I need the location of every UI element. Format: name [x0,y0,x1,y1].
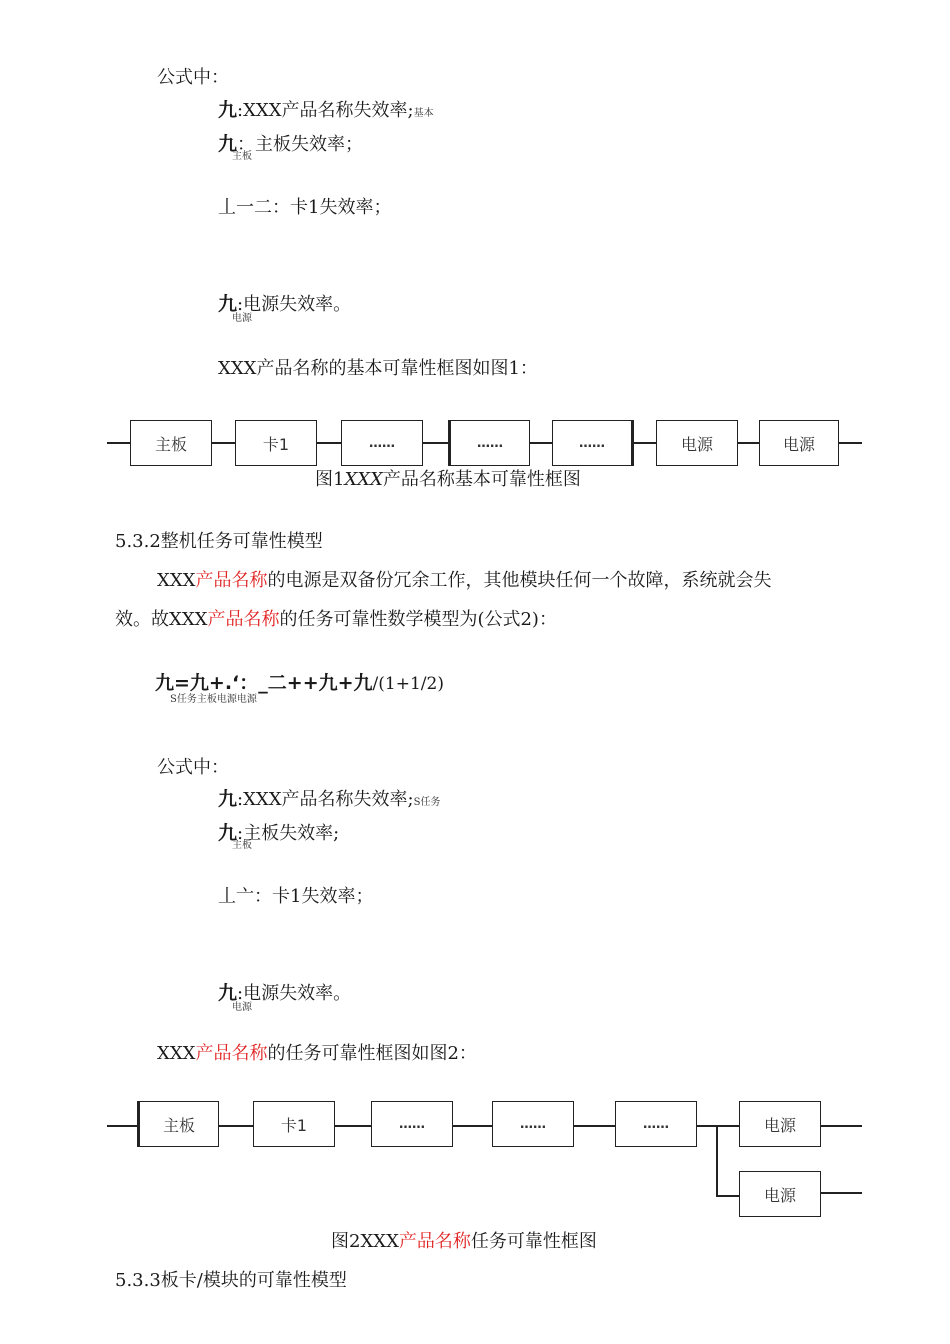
caption-text: 任务可靠性框图 [470,1231,597,1252]
subscript: 电源 [232,313,252,324]
formula-main: 九=九+.‘：_二++九+九 [155,672,373,694]
definition-text: ：卡1失效率； [254,886,374,907]
formula-subscripts: S任务主板电源电源 [170,694,257,705]
section-heading: 5.3.2整机任务可靠性模型 [115,531,323,552]
text-run: XXX [157,570,196,591]
branch-horizontal-line [716,1195,740,1197]
lambda-symbol: 丄亠 [218,886,254,907]
formula-intro: 公式中： [157,67,229,88]
lambda-symbol: 九 [218,788,238,810]
definition-row [218,197,391,219]
definition-text: ：卡1失效率； [272,197,392,218]
block-ellipsis: …… [552,420,634,466]
definition-text: :电源失效率。 [237,983,352,1004]
block-mainboard: 主板 [137,1101,219,1147]
definition-text: ：主板失效率； [237,134,364,155]
definition-row [218,289,351,316]
figure-reference [157,1043,477,1065]
product-name-highlight: 产品名称 [398,1231,471,1252]
block-card1: 卡1 [253,1101,335,1147]
figure-caption [315,469,581,491]
lambda-symbol: 九 [218,982,238,1004]
lambda-symbol: 九 [218,133,238,155]
subscript: S任务 [413,797,441,808]
definition-row [218,784,440,811]
lambda-symbol: 九 [218,822,238,844]
block-card1: 卡1 [235,420,317,466]
block-power-supply: 电源 [656,420,738,466]
lambda-symbol: 九 [218,293,238,315]
subscript: 主板 [232,151,252,162]
lambda-symbol: 九 [218,99,238,121]
text-run: 的任务可靠性框图如图2： [267,1043,477,1064]
figure-caption [331,1231,597,1253]
formula-intro: 公式中： [157,757,229,778]
text-run: 效。故XXX [115,609,208,630]
subscript: 电源 [232,1002,252,1013]
product-name-highlight: 产品名称 [195,1043,268,1064]
formula-2 [155,668,444,695]
branch-output-line [821,1192,862,1194]
product-name-highlight: 产品名称 [195,570,268,591]
formula-tail: /(1+1/2) [372,674,444,694]
text-run: 的电源是双备份冗余工作，其他模块任何一个故障，系统就会失 [267,570,772,591]
block-mainboard: 主板 [130,420,212,466]
definition-row [218,886,373,908]
text-run: 的任务可靠性数学模型为(公式2)： [279,609,557,630]
block-ellipsis: …… [448,420,530,466]
branch-vertical-line [716,1125,718,1196]
block-ellipsis: …… [615,1101,697,1147]
subscript: 基本 [413,108,434,119]
caption-text: 产品名称基本可靠性框图 [382,469,581,490]
block-ellipsis: …… [371,1101,453,1147]
paragraph-line [115,609,557,631]
caption-prefix: 图1 [315,469,345,490]
text-run: XXX [157,1043,196,1064]
caption-prefix: 图2XXX [331,1231,399,1252]
lambda-symbol: 丄一二 [218,197,272,218]
section-heading: 5.3.3板卡/模块的可靠性模型 [115,1270,347,1291]
definition-text: :主板失效率; [237,823,340,844]
block-power-supply: 电源 [759,420,839,466]
block-ellipsis: …… [492,1101,574,1147]
product-name-highlight: 产品名称 [207,609,280,630]
caption-italic: XXX [344,469,383,490]
definition-text: :XXX产品名称失效率; [237,789,414,810]
figure-reference: XXX产品名称的基本可靠性框图如图1： [218,358,538,379]
definition-row [218,978,351,1005]
subscript: 主板 [232,840,252,851]
block-ellipsis: …… [341,420,423,466]
block-power-supply-primary: 电源 [739,1101,821,1147]
definition-row [218,95,434,122]
paragraph-line [157,570,771,592]
definition-text: :XXX产品名称失效率; [237,100,414,121]
block-power-supply-backup: 电源 [739,1171,821,1217]
definition-text: :电源失效率。 [237,294,352,315]
